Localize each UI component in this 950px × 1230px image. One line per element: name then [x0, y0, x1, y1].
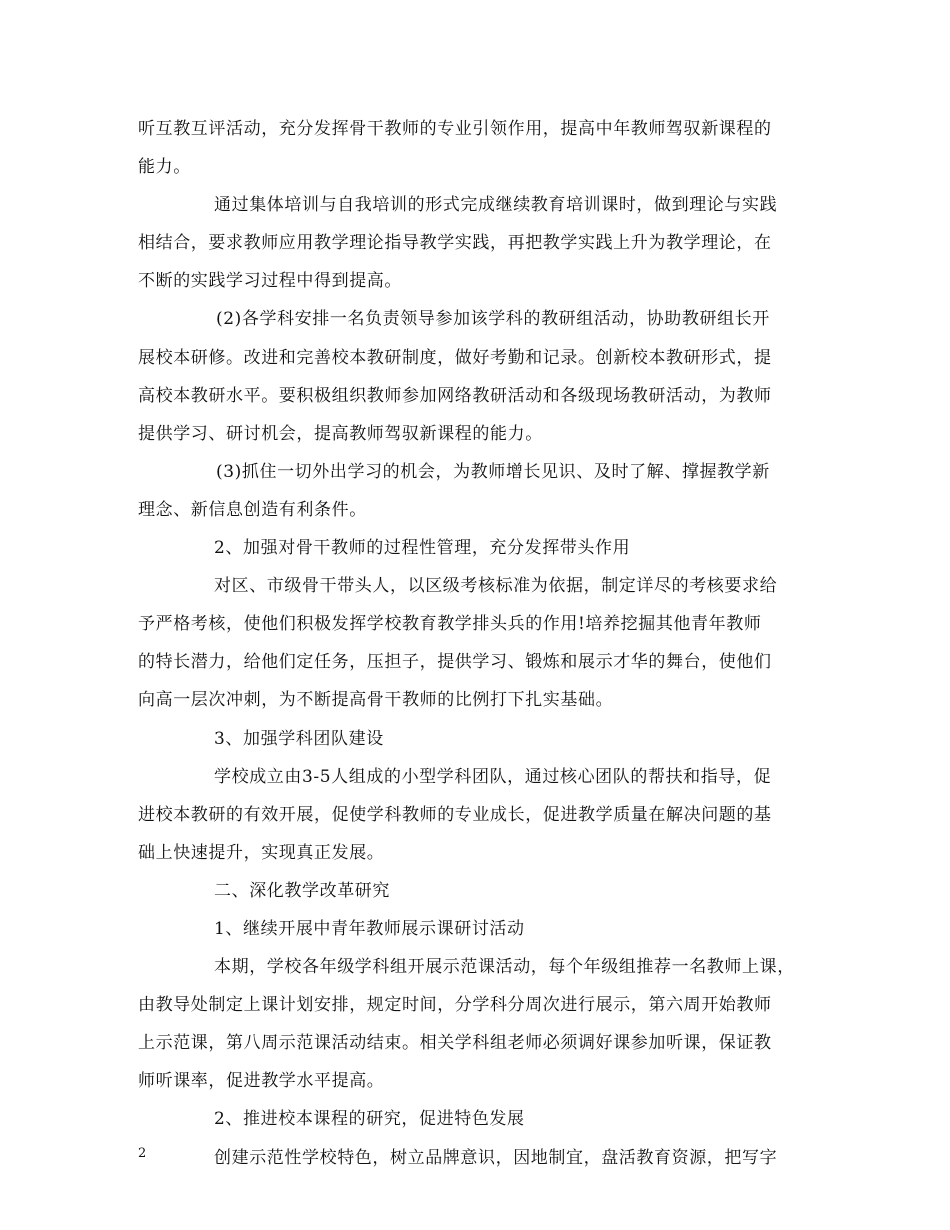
text-line: 学校成立由3-5人组成的小型学科团队，通过核心团队的帮扶和指导，促 — [214, 766, 772, 787]
text-line: 向高一层次冲刺，为不断提高骨干教师的比例打下扎实基础。 — [138, 690, 614, 711]
text-line: 对区、市级骨干带头人，以区级考核标准为依据，制定详尽的考核要求给 — [214, 576, 778, 597]
text-line: 的特长潜力，给他们定任务，压担子，提供学习、锻炼和展示才华的舞台，使他们 — [138, 652, 772, 673]
text-line: 本期，学校各年级学科组开展示范课活动，每个年级组推荐一名教师上课， — [214, 957, 795, 978]
text-line: (3)抓住一切外出学习的机会，为教师增长见识、及时了解、撑握教学新 — [216, 461, 770, 482]
page-number: 2 — [138, 1146, 147, 1161]
text-line: 师听课率，促进教学水平提高。 — [138, 1071, 385, 1092]
document-body — [138, 110, 826, 1177]
text-line: 理念、新信息创造有利条件。 — [138, 499, 367, 520]
section-heading: 2、推进校本课程的研究，促进特色发展 — [214, 1109, 525, 1130]
text-line: 通过集体培训与自我培训的形式完成继续教育培训课时，做到理论与实践 — [214, 195, 778, 216]
text-line: 予严格考核，使他们积极发挥学校教育教学排头兵的作用!培养挖掘其他青年教师 — [138, 614, 762, 635]
section-heading: 3、加强学科团队建设 — [214, 728, 384, 749]
text-line: 进校本教研的有效开展，促使学科教师的专业成长，促进教学质量在解决问题的基 — [138, 804, 772, 825]
text-line: 相结合，要求教师应用教学理论指导教学实践，再把教学实践上升为教学理论，在 — [138, 233, 772, 254]
text-line: 础上快速提升，实现真正发展。 — [138, 842, 385, 863]
text-line: 不断的实践学习过程中得到提高。 — [138, 271, 402, 292]
text-line: (2)各学科安排一名负责领导参加该学科的教研组活动，协助教研组长开 — [216, 309, 770, 330]
text-line: 由教导处制定上课计划安排，规定时间，分学科分周次进行展示，第六周开始教师 — [138, 995, 772, 1016]
text-line: 展校本研修。改进和完善校本教研制度，做好考勤和记录。创新校本教研形式，提 — [138, 347, 772, 368]
section-heading: 1、继续开展中青年教师展示课研讨活动 — [214, 918, 525, 939]
text-line: 高校本教研水平。要积极组织教师参加网络教研活动和各级现场教研活动，为教师 — [138, 385, 772, 406]
text-line: 上示范课，第八周示范课活动结束。相关学科组老师必须调好课参加听课，保证教 — [138, 1033, 772, 1054]
text-line: 创建示范性学校特色，树立品牌意识，因地制宜，盘活教育资源，把写字 — [214, 1147, 778, 1168]
section-heading: 2、加强对骨干教师的过程性管理，充分发挥带头作用 — [214, 538, 631, 559]
text-line: 能力。 — [138, 157, 191, 178]
text-line: 提供学习、研讨机会，提高教师驾驭新课程的能力。 — [138, 423, 543, 444]
section-heading: 二、深化教学改革研究 — [214, 880, 390, 901]
text-line: 听互教互评活动，充分发挥骨干教师的专业引领作用，提高中年教师驾驭新课程的 — [138, 119, 772, 139]
